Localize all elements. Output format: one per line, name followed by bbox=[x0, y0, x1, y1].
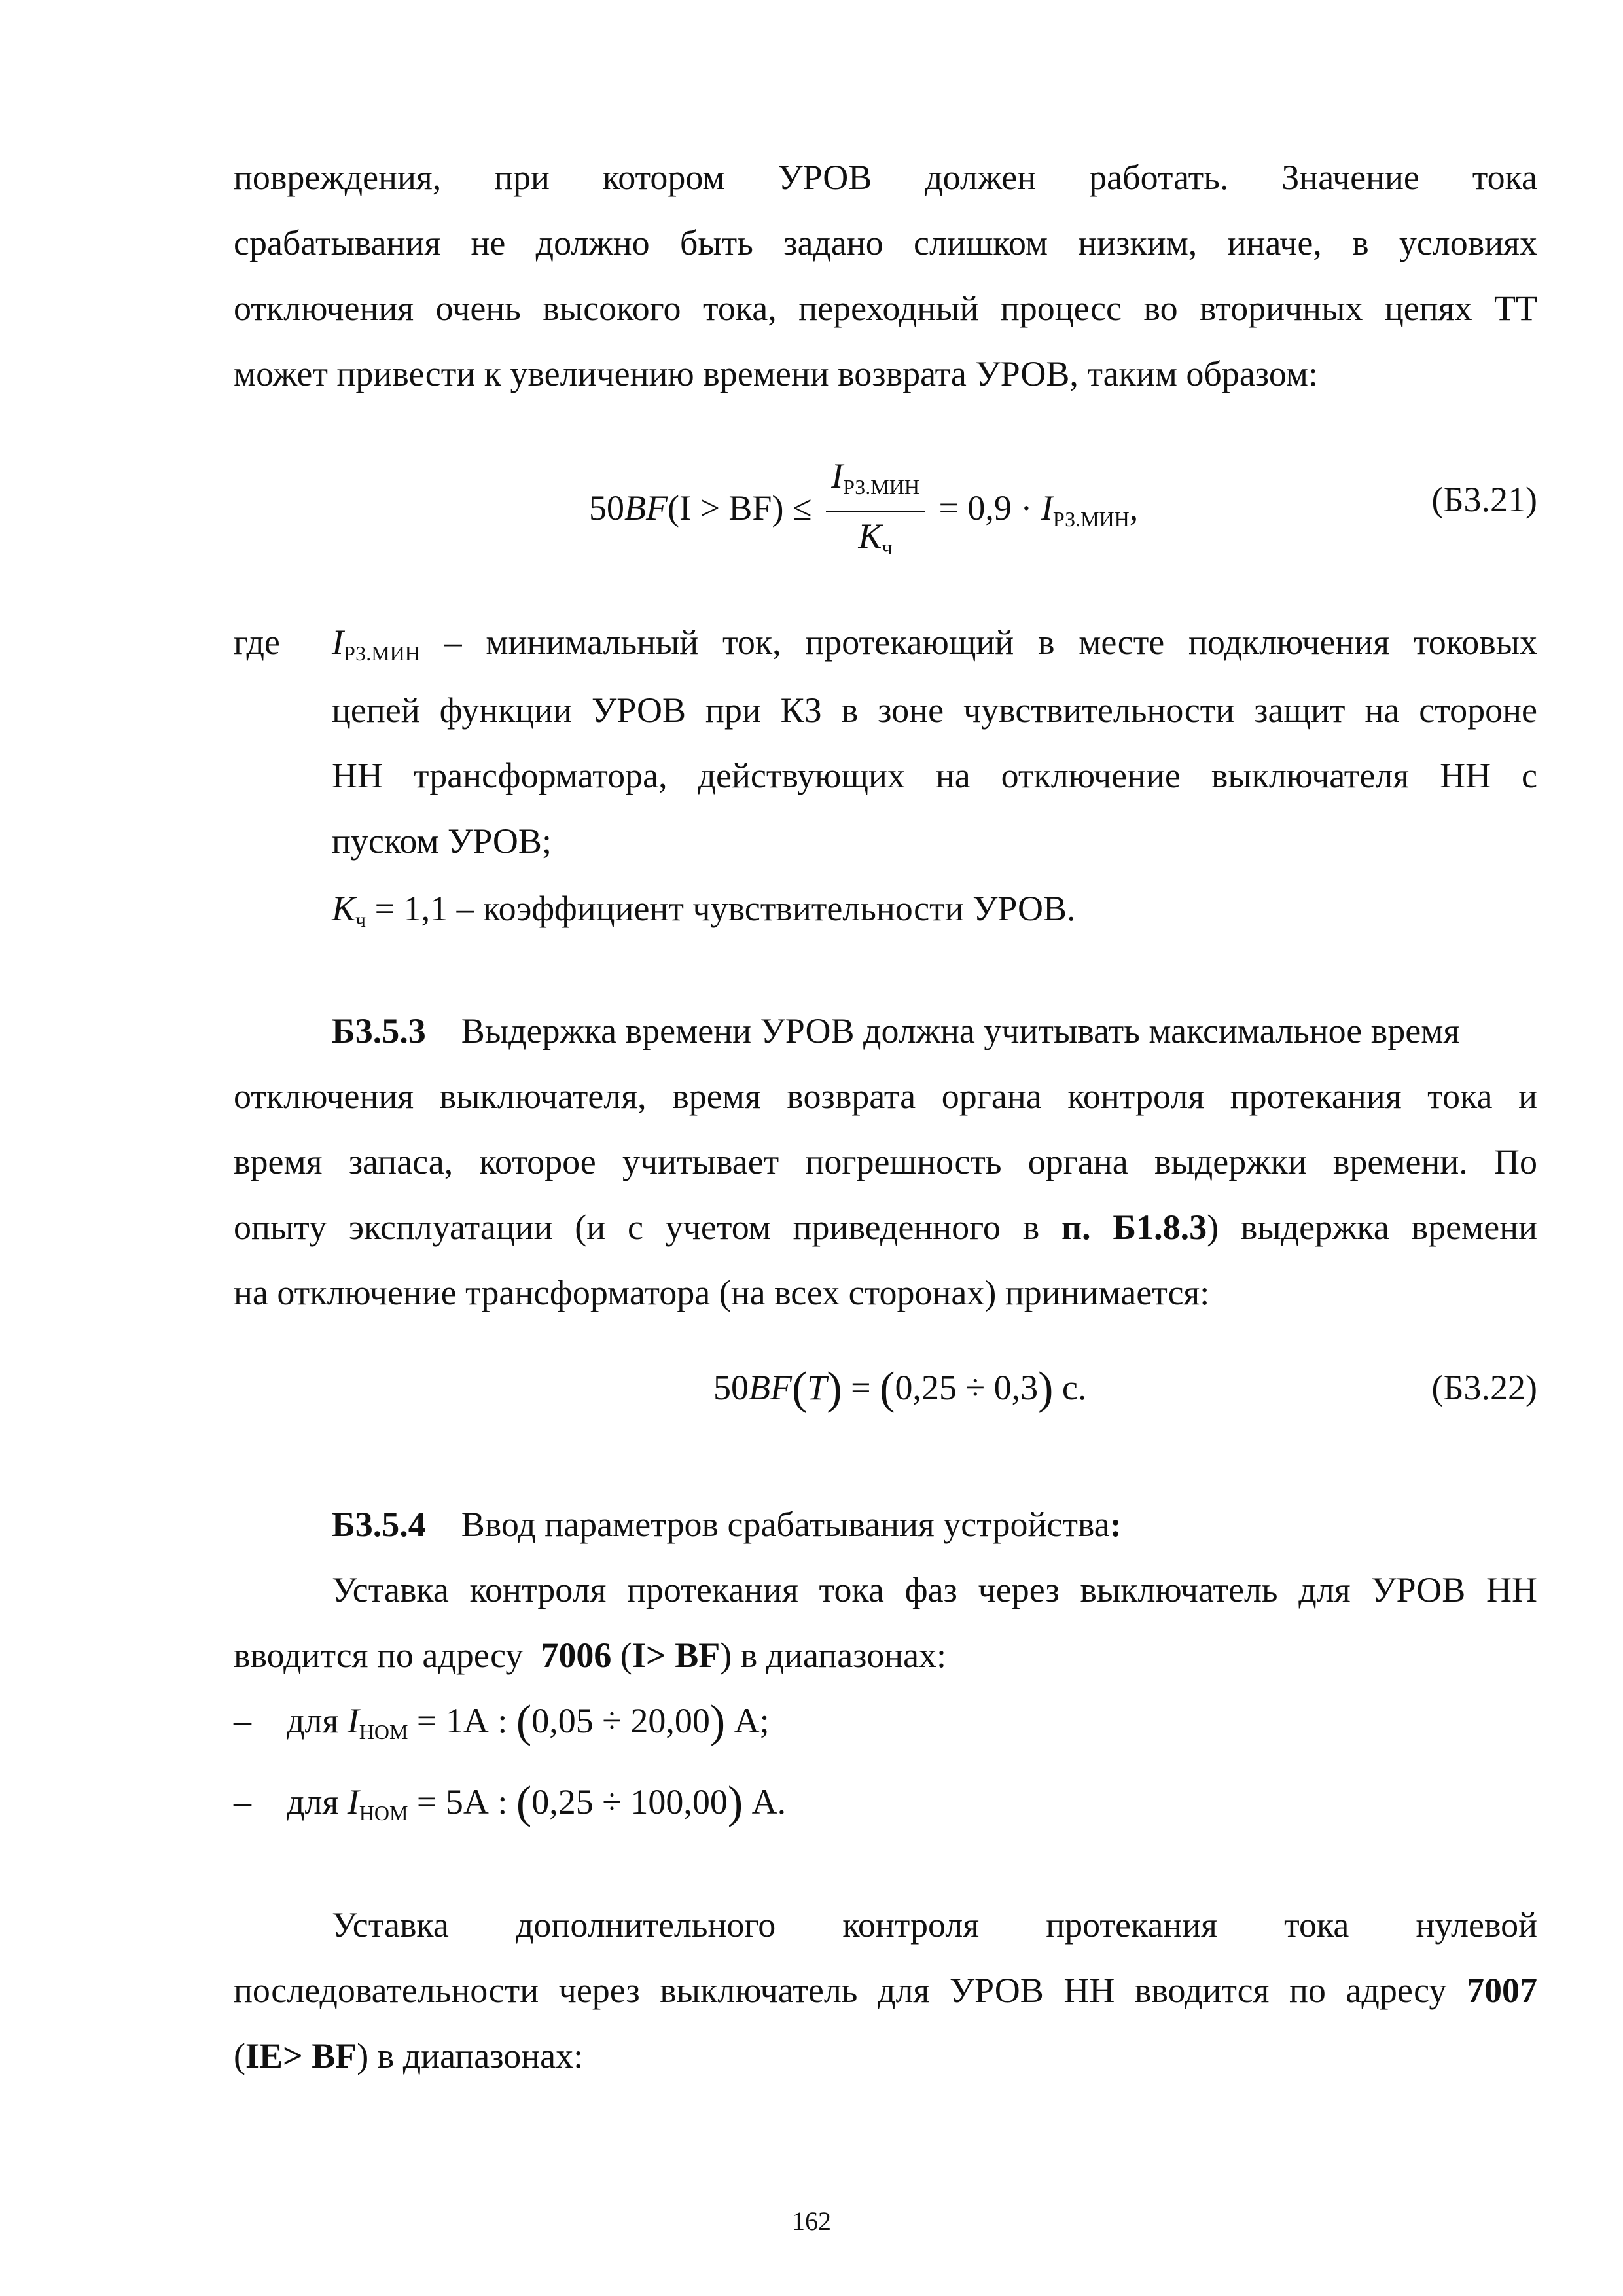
paragraph-line: Уставка дополнительного контроля протекания тока нулевой bbox=[332, 1905, 1537, 1945]
address-value: 7007 bbox=[1467, 1971, 1538, 2010]
formula-b3-21 bbox=[589, 456, 1138, 567]
list-item: – для $I_{НОМ} = 5А$ : (0,25 ÷ 100,00) А. bbox=[234, 1778, 787, 1828]
section-heading: Б3.5.4 bbox=[332, 1505, 426, 1544]
page-number: 162 bbox=[792, 2206, 831, 2236]
section-first-line: Б3.5.3 Выдержка времени УРОВ должна учитывать максимальное время bbox=[332, 1011, 1460, 1050]
paragraph-line: отключения выключателя, время возврата органа контроля протекания тока и bbox=[234, 1077, 1537, 1116]
paragraph-line: может привести к увеличению времени возврата УРОВ, таким образом: bbox=[234, 354, 1318, 393]
definition-line: $K_ч = 1,1$ – коэффициент чувствительности УРОВ. bbox=[332, 889, 1076, 931]
section-first-line: Б3.5.4 Ввод параметров срабатывания устройства: bbox=[332, 1505, 1122, 1544]
equation-number: (Б3.21) bbox=[1431, 480, 1537, 519]
formula-rhs-tail: , bbox=[1129, 488, 1139, 528]
formula-rhs: = 0,9 · bbox=[938, 488, 1033, 528]
formula-rhs-var: I bbox=[1041, 488, 1053, 528]
fraction-denominator: $K_ч$ bbox=[858, 516, 893, 559]
where-label: где bbox=[234, 622, 280, 662]
formula-fraction bbox=[826, 456, 925, 567]
definition-line: пуском УРОВ; bbox=[332, 821, 552, 861]
paragraph-line: отключения очень высокого тока, переходный процесс во вторичных цепях ТТ bbox=[234, 289, 1537, 328]
parameter-name: IE> BF bbox=[245, 2036, 357, 2075]
definition-line: $I_{РЗ.МИН}$ – минимальный ток, протекающий в месте подключения токовых bbox=[332, 622, 1538, 665]
section-heading: Б3.5.3 bbox=[332, 1011, 426, 1050]
paragraph-line: повреждения, при котором УРОВ должен работать. Значение тока bbox=[234, 158, 1537, 197]
paragraph-line: срабатывания не должно быть задано слишком низким, иначе, в условиях bbox=[234, 223, 1537, 262]
equation-number: (Б3.22) bbox=[1431, 1368, 1537, 1407]
paragraph-line: (IE> BF) в диапазонах: bbox=[234, 2036, 584, 2075]
cross-reference: п. Б1.8.3 bbox=[1061, 1208, 1207, 1247]
paragraph-line: последовательности через выключатель для УРОВ НН вводится по адресу 7007 bbox=[234, 1971, 1538, 2010]
formula-b3-22: 50BF(T) = (0,25 ÷ 0,3) с. bbox=[713, 1363, 1087, 1414]
definition-line: цепей функции УРОВ при КЗ в зоне чувствительности защит на стороне bbox=[332, 691, 1537, 730]
list-item: – для $I_{НОМ} = 1А$ : (0,05 ÷ 20,00) А; bbox=[234, 1696, 770, 1747]
formula-arg: (I > BF) ≤ bbox=[667, 488, 812, 528]
paragraph-line: вводится по адресу 7006 (I> BF) в диапазонах: bbox=[234, 1636, 947, 1675]
paragraph-line: на отключение трансформатора (на всех сторонах) принимается: bbox=[234, 1273, 1210, 1312]
parameter-name: I> BF bbox=[632, 1636, 721, 1675]
paragraph-line: время запаса, которое учитывает погрешность органа выдержки времени. По bbox=[234, 1142, 1537, 1181]
formula-prefix: 50 bbox=[589, 488, 624, 528]
section-title: Ввод параметров срабатывания устройства bbox=[461, 1505, 1110, 1544]
formula-func: BF bbox=[624, 488, 668, 528]
formula-rhs-sub: РЗ.МИН bbox=[1052, 507, 1130, 531]
fraction-numerator: $I_{РЗ.МИН}$ bbox=[826, 456, 925, 512]
definition-line: НН трансформатора, действующих на отключение выключателя НН с bbox=[332, 756, 1537, 795]
paragraph-line: опыту эксплуатации (и с учетом приведенного в п. Б1.8.3) выдержка времени bbox=[234, 1208, 1537, 1247]
address-value: 7006 bbox=[541, 1636, 612, 1675]
paragraph-line: Уставка контроля протекания тока фаз через выключатель для УРОВ НН bbox=[332, 1570, 1537, 1609]
